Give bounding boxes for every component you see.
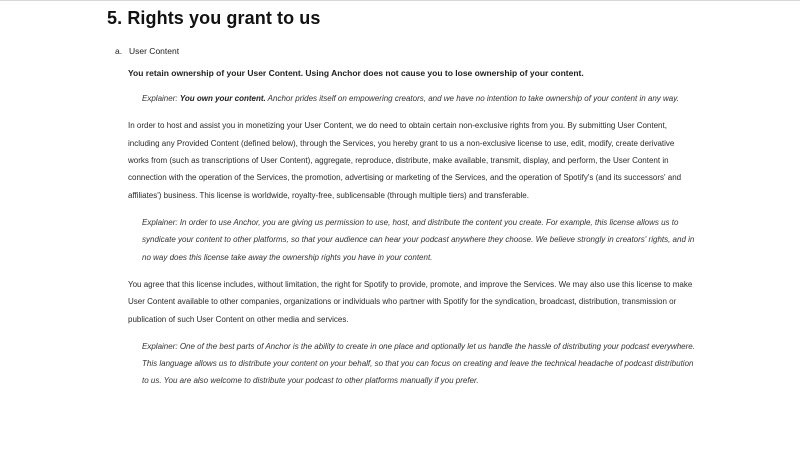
section-heading: 5. Rights you grant to us <box>107 8 321 28</box>
terms-section <box>107 6 697 390</box>
explainer-label: Explainer: <box>142 342 178 352</box>
license-scope-paragraph: You agree that this license includes, without limitation, the right for Spotify to provide, promote, and improve the Services. We may also use this license to make User Content available to other companies, organizations or individuals who partner with Spotify for the syndication, broadcast, distribution, transmission or publication of such User Content on other media and services. <box>128 279 693 324</box>
subsection-heading <box>115 45 697 57</box>
explainer-label: Explainer: <box>142 94 178 103</box>
top-divider <box>0 0 800 1</box>
explainer-text: In order to use Anchor, you are giving us permission to use, host, and distribute the content you create. For example, this license allows us to syndicate your content to other platforms, so that your audience can hear your podcast anywhere they choose. We believe strongly in creators' rights, and in no way does this license take away the ownership rights you have in your content. <box>142 218 695 262</box>
license-paragraph: In order to host and assist you in monetizing your User Content, we do need to obtain certain non-exclusive rights from you. By submitting User Content, including any Provided Content (defined below), through the Services, you hereby grant to us a non-exclusive license to use, edit, modify, create derivative works from (such as transcriptions of User Content), aggregate, reproduce, distribute, make available, transmit, display, and perform, the User Content in connection with the operation of the Services, the promotion, advertising or marketing of the Services, and the operation of Spotify's (and its successors' and affiliates') business. This license is worldwide, royalty-free, sublicensable (through multiple tiers) and transferable. <box>128 121 682 200</box>
explainer-block <box>142 338 697 390</box>
explainer-text: One of the best parts of Anchor is the ability to create in one place and optionally let us handle the hassle of distributing your podcast everywhere. This language allows us to distribute your content on your behalf, so that you can focus on creating and leave the technical headache of podcast distribution to us. You are also welcome to distribute your podcast to other platforms manually if you prefer. <box>142 342 695 386</box>
explainer-label: Explainer: <box>142 218 178 228</box>
subsection-title: User Content <box>129 46 180 56</box>
explainer-block <box>142 214 697 266</box>
explainer-block <box>142 90 697 107</box>
explainer-text: Anchor prides itself on empowering creators, and we have no intention to take ownership of your content in any way. <box>267 94 679 103</box>
subsection-marker: a. <box>115 46 123 56</box>
explainer-emphasis: You own your content. <box>179 94 266 103</box>
ownership-statement: You retain ownership of your User Content. Using Anchor does not cause you to lose ownership of your content. <box>128 68 584 78</box>
